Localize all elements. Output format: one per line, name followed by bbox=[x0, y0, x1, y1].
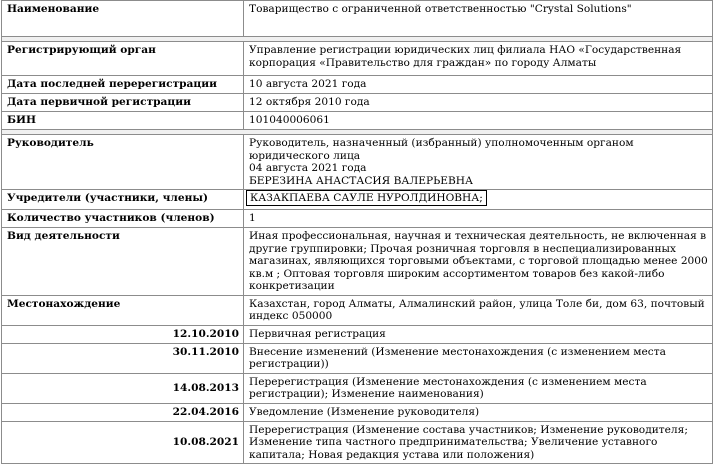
founders-value bbox=[244, 190, 713, 210]
row-head bbox=[2, 135, 713, 190]
row-last-reregistration bbox=[2, 76, 713, 94]
bin-label: БИН bbox=[2, 112, 244, 130]
head-label: Руководитель bbox=[2, 135, 244, 190]
location-value: Казахстан, город Алматы, Алмалинский район, улица Толе би, дом 63, почтовый индекс 050000 bbox=[244, 295, 713, 325]
row-bin bbox=[2, 112, 713, 130]
history-event: Перерегистрация (Изменение состава участников; Изменение руководителя; Изменение типа частного предпринимательства; Увеличение уставного капитала; Новая редакция устава или положения) bbox=[244, 421, 713, 464]
history-row bbox=[2, 325, 713, 343]
row-location bbox=[2, 295, 713, 325]
row-founders bbox=[2, 190, 713, 210]
location-label: Местонахождение bbox=[2, 295, 244, 325]
head-date: 04 августа 2021 года bbox=[249, 162, 367, 174]
history-row bbox=[2, 343, 713, 373]
registrar-label: Регистрирующий орган bbox=[2, 42, 244, 76]
row-activity bbox=[2, 228, 713, 296]
head-value bbox=[244, 135, 713, 190]
registration-table bbox=[1, 0, 713, 464]
history-date: 10.08.2021 bbox=[2, 421, 244, 464]
history-event: Первичная регистрация bbox=[244, 325, 713, 343]
history-date: 12.10.2010 bbox=[2, 325, 244, 343]
history-event: Уведомление (Изменение руководителя) bbox=[244, 403, 713, 421]
history-row bbox=[2, 403, 713, 421]
last-reregistration-value: 10 августа 2021 года bbox=[244, 76, 713, 94]
row-participants-count bbox=[2, 210, 713, 228]
name-label: Наименование bbox=[2, 1, 244, 37]
history-date: 22.04.2016 bbox=[2, 403, 244, 421]
activity-label: Вид деятельности bbox=[2, 228, 244, 296]
head-person: БЕРЕЗИНА АНАСТАСИЯ ВАЛЕРЬЕВНА bbox=[249, 174, 474, 187]
row-name bbox=[2, 1, 713, 37]
last-reregistration-label: Дата последней перерегистрации bbox=[2, 76, 244, 94]
participants-count-label: Количество участников (членов) bbox=[2, 210, 244, 228]
founders-label: Учредители (участники, члены) bbox=[2, 190, 244, 210]
row-first-registration bbox=[2, 94, 713, 112]
history-event: Внесение изменений (Изменение местонахождения (с изменением места регистрации)) bbox=[244, 343, 713, 373]
history-row bbox=[2, 421, 713, 464]
bin-value: 101040006061 bbox=[244, 112, 713, 130]
founders-name-box: КАЗАКПАЕВА САУЛЕ НУРОЛДИНОВНА; bbox=[246, 190, 487, 206]
row-registrar bbox=[2, 42, 713, 76]
participants-count-value: 1 bbox=[244, 210, 713, 228]
history-event: Перерегистрация (Изменение местонахождения (с изменением места регистрации); Изменение наименования) bbox=[244, 373, 713, 403]
first-registration-label: Дата первичной регистрации bbox=[2, 94, 244, 112]
history-date: 30.11.2010 bbox=[2, 343, 244, 373]
activity-value: Иная профессиональная, научная и техническая деятельность, не включенная в другие группировки; Прочая розничная торговля в неспециализированных магазинах, являющихся торговыми объектами, с торговой площадью менее 2000 кв.м ; Оптовая торговля широким ассортиментом товаров без какой-либо конкретизации bbox=[244, 228, 713, 296]
history-row bbox=[2, 373, 713, 403]
registrar-value: Управление регистрации юридических лиц филиала НАО «Государственная корпорация «Правительство для граждан» по городу Алматы bbox=[244, 42, 713, 76]
first-registration-value: 12 октября 2010 года bbox=[244, 94, 713, 112]
name-value: Товарищество с ограниченной ответственностью "Crystal Solutions" bbox=[244, 1, 713, 37]
head-appointment: Руководитель, назначенный (избранный) уполномоченным органом юридического лица bbox=[249, 137, 634, 162]
history-date: 14.08.2013 bbox=[2, 373, 244, 403]
